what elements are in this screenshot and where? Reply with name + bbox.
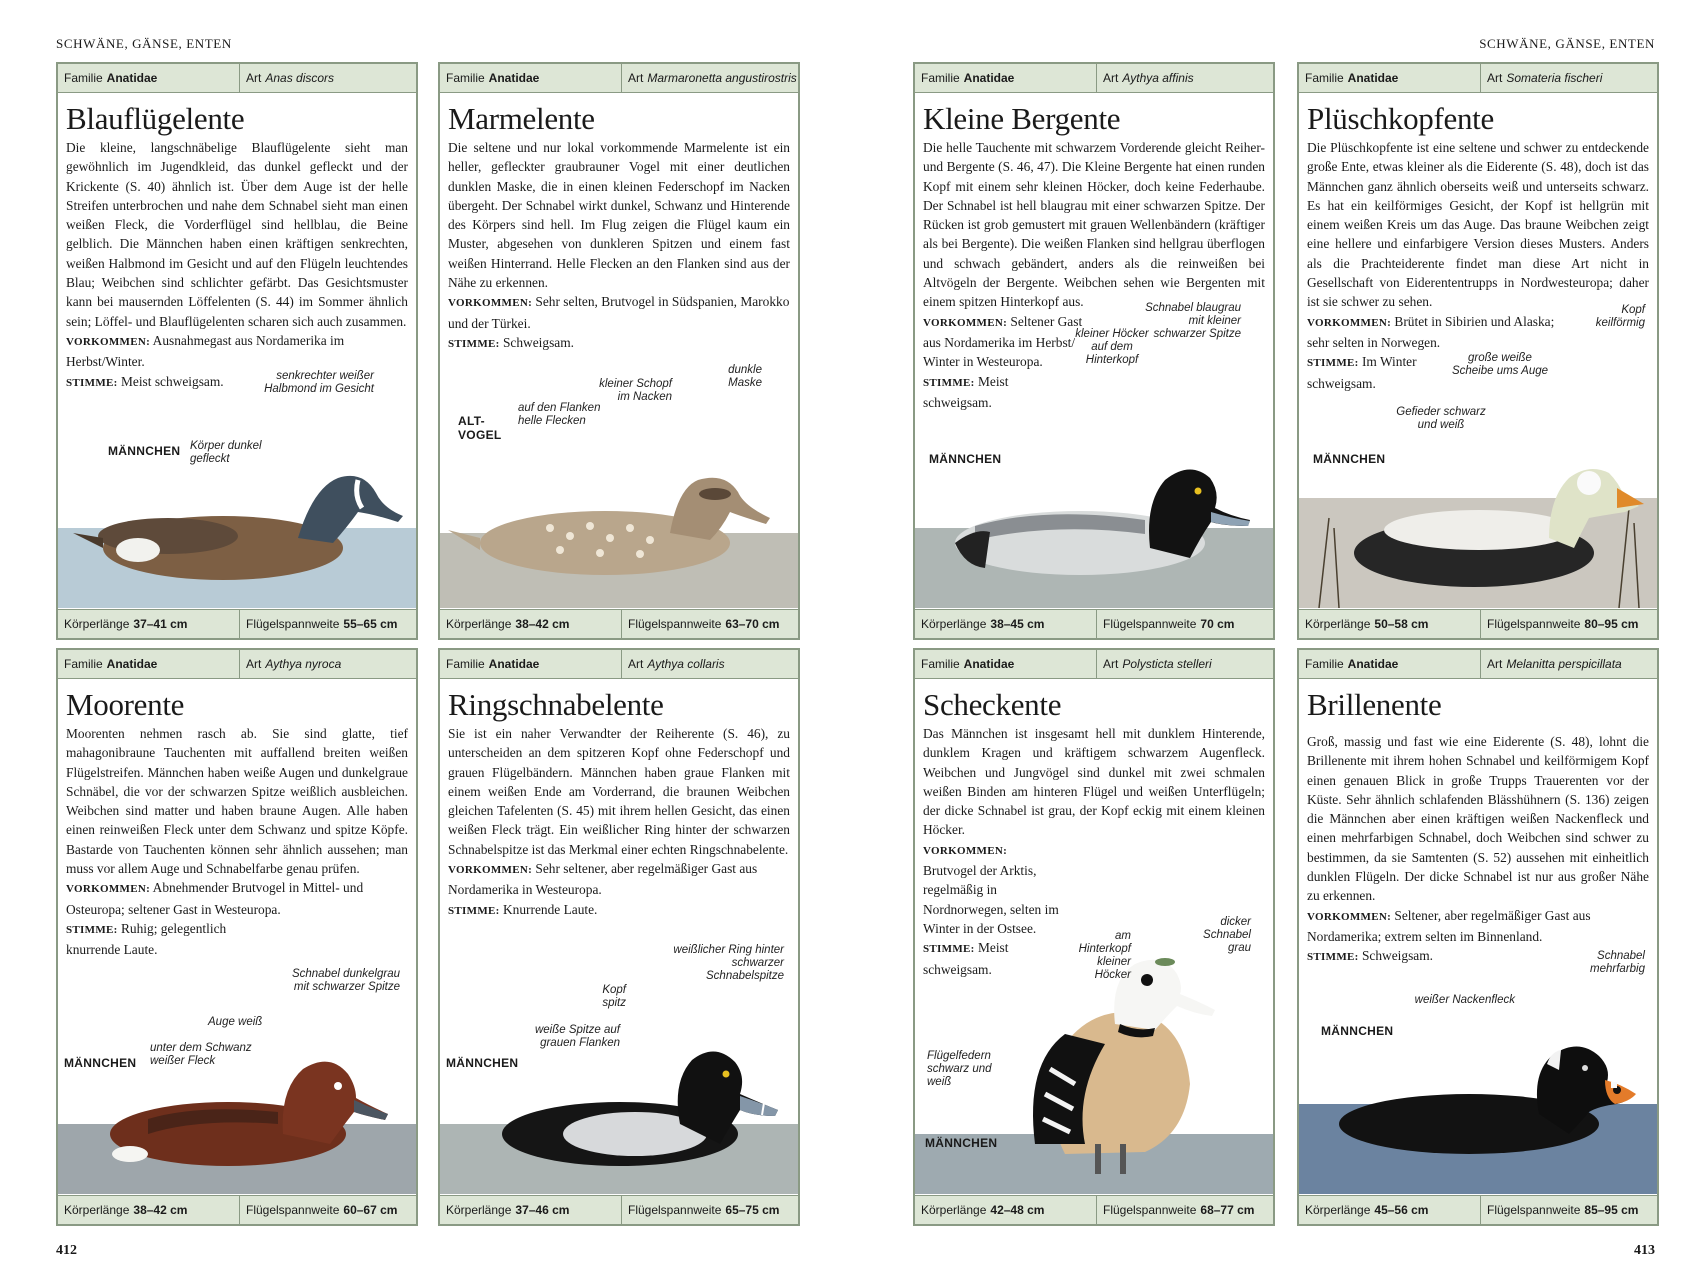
- species-title: Scheckente: [923, 687, 1062, 722]
- laenge-value: 38–42 cm: [515, 617, 570, 631]
- vorkommen-label: VORKOMMEN:: [1307, 316, 1392, 329]
- species-description: Sie ist ein naher Verwandter der Reiherente (S. 46), zu unterscheiden an dem spitzeren Kopf ohne Federschopf und grauen Flügelbändern. Männchen haben graue Flanken mit einem weißen Ende am Vorderrand, die braunen Weibchen gleichen Tafelenten (S. 45) mit ihrem hellen Gesicht, das einen weißen Fleck trägt. Ein weißlicher Ring hinter der schwarzen Schnabelspitze ist das Merkmal einer echten Ringschnabelente.: [448, 726, 790, 857]
- card-header-bar: [58, 650, 416, 679]
- card-footer-bar: [58, 1195, 416, 1224]
- laenge-value: 38–45 cm: [990, 617, 1045, 631]
- annotation: weißer Nackenfleck: [1414, 994, 1515, 1006]
- stimme-text: Knurrende Laute.: [502, 901, 598, 917]
- familie-label: Familie: [446, 71, 485, 85]
- annotation: dicker Schnabel grau: [1203, 916, 1251, 954]
- vorkommen-text: Seltener Gast aus Nordamerika im Herbst/ Winter in Westeuropa.: [923, 313, 1083, 370]
- species-card-marmelente: [438, 62, 800, 640]
- familie-value: Anatidae: [1347, 657, 1399, 671]
- sex-label: MÄNNCHEN: [1321, 1024, 1394, 1038]
- species-card-kleine-bergente: [913, 62, 1275, 640]
- stimme-text: Ruhig; gelegentlich knurrende Laute.: [66, 920, 227, 958]
- annotation: Schnabel dunkelgrau mit schwarzer Spitze: [291, 968, 400, 993]
- species-description: Das Männchen ist insgesamt hell mit dunklem Hinterende, dunklem Kragen und kräftigem schwarzem Augenfleck. Weibchen und Jungvögel sind dunkel mit zwei schmalen weißen Binden am hinteren Flügel und weißen Unterflügeln; der dicke Schnabel ist grau, der Kopf eckig mit einem kleinen Höcker.: [923, 726, 1265, 838]
- laenge-label: Körperlänge: [1305, 617, 1371, 631]
- laenge-value: 37–46 cm: [515, 1203, 570, 1217]
- laenge-value: 37–41 cm: [133, 617, 188, 631]
- spann-label: Flügelspannweite: [1487, 1203, 1581, 1217]
- laenge-value: 42–48 cm: [990, 1203, 1045, 1217]
- stimme-line: [1307, 352, 1427, 393]
- vorkommen-line: [1307, 906, 1649, 947]
- sex-label: MÄNNCHEN: [1313, 452, 1386, 466]
- familie-value: Anatidae: [488, 657, 540, 671]
- vorkommen-text: Sehr selten, Brutvogel in Südspanien, Marokko und der Türkei.: [448, 294, 790, 331]
- vorkommen-text: Abnehmender Brutvogel in Mittel- und Osteuropa; seltener Gast in Westeuropa.: [66, 880, 364, 917]
- annotation: am Hinterkopf kleiner Höcker: [1078, 930, 1131, 981]
- vorkommen-label: VORKOMMEN:: [66, 883, 151, 896]
- stimme-line: [448, 900, 790, 921]
- laenge-label: Körperlänge: [1305, 1203, 1371, 1217]
- duck-drawing: [915, 408, 1273, 608]
- stimme-label: STIMME:: [1307, 357, 1359, 370]
- annotation: Auge weiß: [208, 1016, 263, 1028]
- laenge-label: Körperlänge: [921, 1203, 987, 1217]
- art-value: Aythya collaris: [647, 657, 725, 671]
- species-card-blaufluegelente: [56, 62, 418, 640]
- page-number-right: 413: [1634, 1243, 1655, 1258]
- stimme-label: STIMME:: [1307, 951, 1359, 964]
- art-label: Art: [1103, 71, 1119, 85]
- art-value: Polysticta stelleri: [1122, 657, 1212, 671]
- card-header-bar: [440, 64, 798, 93]
- annotation: weiße Spitze auf grauen Flanken: [534, 1024, 620, 1049]
- species-description: Die seltene und nur lokal vorkommende Marmelente ist ein heller, gefleckter graubrauner Vogel mit einer deutlichen dunklen Maske, die in einen kleinen Federschopf im Nacken übergeht. Der Schnabel wirkt dunkel, Schwanz und Hinterende des Körpers sind hell. Im Flug zeigen die Flügel kaum ein Muster, abgesehen von dunkleren Spitzen und einem fast weißen Hinterrand. Helle Flecken an den Flanken sind aus der Nähe zu erkennen.: [448, 140, 790, 291]
- stimme-text: Im Winter schweigsam.: [1307, 354, 1417, 391]
- card-header-bar: [915, 650, 1273, 679]
- spann-label: Flügelspannweite: [1487, 617, 1581, 631]
- species-title: Plüschkopfente: [1307, 101, 1494, 136]
- running-head-right: SCHWÄNE, GÄNSE, ENTEN: [1479, 36, 1655, 51]
- vorkommen-text: Ausnahmegast aus Nordamerika im Herbst/Winter.: [66, 332, 345, 370]
- familie-label: Familie: [64, 657, 103, 671]
- spann-label: Flügelspannweite: [1103, 617, 1197, 631]
- vorkommen-line: [448, 859, 790, 900]
- sex-label: MÄNNCHEN: [64, 1056, 137, 1070]
- laenge-label: Körperlänge: [446, 1203, 512, 1217]
- vorkommen-line: [1307, 312, 1577, 353]
- vorkommen-label: VORKOMMEN:: [66, 335, 151, 348]
- species-card-scheckente: [913, 648, 1275, 1226]
- familie-label: Familie: [1305, 657, 1344, 671]
- familie-label: Familie: [921, 71, 960, 85]
- annotation: kleiner Höcker auf dem Hinterkopf: [1075, 328, 1149, 366]
- card-footer-bar: [915, 1195, 1273, 1224]
- card-header-bar: [58, 64, 416, 93]
- stimme-text: Meist schweigsam.: [120, 373, 224, 389]
- laenge-label: Körperlänge: [64, 617, 130, 631]
- stimme-label: STIMME:: [66, 376, 118, 389]
- art-value: Marmaronetta angustirostris: [647, 71, 797, 85]
- annotation: kleiner Schopf im Nacken: [599, 378, 672, 403]
- annotation: Kopf keilförmig: [1595, 304, 1645, 329]
- vorkommen-label: VORKOMMEN:: [923, 844, 1008, 857]
- species-description: Die Plüschkopfente ist eine seltene und schwer zu entdeckende große Ente, etwas kleiner als die Eiderente (S. 48), doch ist das Männchen ganz ähnlich oberseits weiß und unterseits schwarz. Es hat ein keilförmiges Gesicht, der Kopf ist hellgrün mit einem weißen Kreis um das Auge. Das braune Weibchen zeigt eine hellere und einfarbigere Version dieses Musters. Anders als die Prachteiderente findet man diese Art nicht in Gesellschaft von Eiderententrupps in Nordwesteuropa; daher ist sie schwer zu sehen.: [1307, 140, 1649, 310]
- species-description: Groß, massig und fast wie eine Eiderente (S. 48), lohnt die Brillenente mit ihrem hohen Schnabel und keilförmigem Kopf einen genauen Blick in große Trupps Trauerenten vor der Küste. Sehr ähnlich schlafenden Blässhühnern (S. 136) zeigen die Männchen aber einen kräftigen weißen Nackenfleck und einen mehrfarbigen Schnabel, doch Weibchen sind schwer zu bestimmen, da sie Samtenten (S. 52) aussehen mit einheitlich dunklen Flügeln. Der dicke Schnabel ist nur aus großer Nähe zu erkennen.: [1307, 734, 1649, 904]
- annotation: dunkle Maske: [728, 364, 762, 389]
- stimme-text: Schweigsam.: [1361, 948, 1434, 964]
- card-footer-bar: [440, 1195, 798, 1224]
- familie-label: Familie: [921, 657, 960, 671]
- species-card-plueschkopfente: [1297, 62, 1659, 640]
- stimme-text: Meist schweigsam.: [923, 373, 1009, 410]
- species-card-moorente: [56, 648, 418, 1226]
- card-header-bar: [915, 64, 1273, 93]
- familie-label: Familie: [446, 657, 485, 671]
- duck-illustration: [440, 364, 798, 608]
- annotation: große weiße Scheibe ums Auge: [1451, 352, 1549, 377]
- art-label: Art: [628, 657, 644, 671]
- vorkommen-label: VORKOMMEN:: [1307, 910, 1392, 923]
- familie-value: Anatidae: [106, 71, 158, 85]
- vorkommen-line: [66, 878, 408, 919]
- annotation: Schnabel mehrfarbig: [1590, 950, 1645, 975]
- vorkommen-text: Brutvogel der Arktis, regelmäßig in Nordnorwegen, selten im Winter in der Ostsee.: [923, 863, 1059, 936]
- vorkommen-text: Brütet in Sibirien und Alaska; sehr selten in Norwegen.: [1307, 313, 1555, 350]
- running-head-left: SCHWÄNE, GÄNSE, ENTEN: [56, 36, 232, 51]
- card-header-bar: [440, 650, 798, 679]
- sex-label: MÄNNCHEN: [925, 1136, 998, 1150]
- spann-value: 65–75 cm: [725, 1203, 780, 1217]
- duck-illustration: [915, 894, 1273, 1194]
- art-label: Art: [1103, 657, 1119, 671]
- stimme-text: Meist schweigsam.: [923, 940, 1009, 977]
- vorkommen-line: [66, 331, 408, 372]
- card-footer-bar: [58, 609, 416, 638]
- laenge-value: 50–58 cm: [1374, 617, 1429, 631]
- duck-drawing: [58, 408, 416, 608]
- spann-label: Flügelspannweite: [1103, 1203, 1197, 1217]
- annotation: Schnabel blaugrau mit kleiner schwarzer Spitze: [1145, 302, 1241, 340]
- duck-illustration: [58, 968, 416, 1194]
- annotation: auf den Flanken helle Flecken: [518, 402, 601, 427]
- sex-label: ALT-VOGEL: [458, 414, 502, 442]
- art-value: Melanitta perspicillata: [1506, 657, 1622, 671]
- species-title: Blauflügelente: [66, 101, 245, 136]
- vorkommen-line: [448, 292, 790, 333]
- spann-value: 68–77 cm: [1200, 1203, 1255, 1217]
- page-number-left: 412: [56, 1243, 77, 1258]
- species-description: Moorenten nehmen rasch ab. Sie sind glatte, tief mahagonibraune Tauchenten mit auffallend breiten weißen Flügelstreifen. Männchen haben weiße Augen und dunkelgraue Schnäbel, die vor der schwarzen Spitze weißlich ausbleichen. Weibchen sind matter und haben braune Augen. Alle haben einen reinweißen Fleck unter dem Schwanz und spitze Köpfe. Bastarde von Tauchenten können sehr ähnlich aussehen; man muss vor allem Auge und Schnabelfarbe genau prüfen.: [66, 726, 408, 877]
- stimme-label: STIMME:: [66, 923, 118, 936]
- annotation: Gefieder schwarz und weiß: [1396, 406, 1486, 431]
- spann-label: Flügelspannweite: [246, 1203, 340, 1217]
- annotation: Körper dunkel gefleckt: [190, 440, 262, 465]
- vorkommen-label: VORKOMMEN:: [448, 297, 533, 310]
- card-header-bar: [1299, 64, 1657, 93]
- stimme-label: STIMME:: [448, 904, 500, 917]
- sex-label: MÄNNCHEN: [108, 444, 181, 458]
- vorkommen-label: VORKOMMEN:: [923, 316, 1008, 329]
- card-footer-bar: [440, 609, 798, 638]
- stimme-line: [66, 372, 266, 393]
- familie-value: Anatidae: [1347, 71, 1399, 85]
- spann-label: Flügelspannweite: [628, 617, 722, 631]
- card-footer-bar: [1299, 1195, 1657, 1224]
- art-label: Art: [1487, 657, 1503, 671]
- laenge-label: Körperlänge: [64, 1203, 130, 1217]
- species-title: Brillenente: [1307, 687, 1442, 722]
- laenge-value: 45–56 cm: [1374, 1203, 1429, 1217]
- vorkommen-text: Seltener, aber regelmäßiger Gast aus Nordamerika; extrem selten im Binnenland.: [1307, 907, 1591, 944]
- vorkommen-label: VORKOMMEN:: [448, 864, 533, 877]
- vorkommen-text: Sehr seltener, aber regelmäßiger Gast aus Nordamerika in Westeuropa.: [448, 861, 758, 898]
- spann-value: 80–95 cm: [1584, 617, 1639, 631]
- species-card-brillenente: [1297, 648, 1659, 1226]
- card-footer-bar: [915, 609, 1273, 638]
- art-value: Aythya nyroca: [265, 657, 342, 671]
- laenge-label: Körperlänge: [921, 617, 987, 631]
- spann-label: Flügelspannweite: [246, 617, 340, 631]
- laenge-label: Körperlänge: [446, 617, 512, 631]
- species-card-ringschnabelente: [438, 648, 800, 1226]
- species-title: Moorente: [66, 687, 185, 722]
- art-label: Art: [246, 71, 262, 85]
- familie-value: Anatidae: [963, 657, 1015, 671]
- species-title: Ringschnabelente: [448, 687, 664, 722]
- annotation: Kopf spitz: [602, 984, 626, 1009]
- stimme-line: [448, 333, 790, 354]
- duck-illustration: [440, 944, 798, 1194]
- stimme-text: Schweigsam.: [502, 334, 575, 350]
- stimme-line: [66, 919, 256, 960]
- art-value: Somateria fischeri: [1506, 71, 1603, 85]
- sex-label: MÄNNCHEN: [446, 1056, 519, 1070]
- art-value: Aythya affinis: [1122, 71, 1194, 85]
- card-header-bar: [1299, 650, 1657, 679]
- species-title: Kleine Bergente: [923, 101, 1121, 136]
- annotation: weißlicher Ring hinter schwarzer Schnabelspitze: [673, 944, 784, 982]
- spann-value: 63–70 cm: [725, 617, 780, 631]
- species-description: Die helle Tauchente mit schwarzem Vorderende gleicht Reiher- und Bergente (S. 46, 47). Die Kleine Bergente hat einen runden Kopf mit einem sehr kleinen Höcker, doch keine Federhaube. Der Schnabel ist hell blaugrau mit einer schwarzen Spitze. Der Rücken ist grob gemustert mit grauen Wellenbändern (kräftiger als bei Bergente). Die weißen Flanken sind hellgrau überflogen und schwach gebändert, anders als die reinweißen bei Altvögeln der Bergente. Weibchen sehen wie Bergenten mit einem spitzen Hinterkopf aus.: [923, 140, 1265, 310]
- stimme-label: STIMME:: [923, 943, 975, 956]
- spann-value: 85–95 cm: [1584, 1203, 1639, 1217]
- art-label: Art: [628, 71, 644, 85]
- card-footer-bar: [1299, 609, 1657, 638]
- species-title: Marmelente: [448, 101, 595, 136]
- spann-label: Flügelspannweite: [628, 1203, 722, 1217]
- annotation: senkrechter weißer Halbmond im Gesicht: [264, 370, 374, 395]
- spann-value: 60–67 cm: [343, 1203, 398, 1217]
- species-description: Die kleine, langschnäbelige Blauflügelente sieht man gewöhnlich im Jugendkleid, das dunkel gefleckt und der Krickente (S. 40) ähnlich ist. Über dem Auge ist der helle Streifen unterbrochen und nahe dem Schnabel sieht man einen weißen Fleck, die Vorderflügel sind hellblau, die Beine gelblich. Die Männchen haben einen kräftigen senkrechten, weißen Halbmond im Gesicht und auf den Flügeln leuchtendes Blau; Weibchen sind schlichter gefärbt. Das Gesichtsmuster kann bei mausernden Löffelenten (S. 44) im Sommer ähnlich sein; Löffel- und Blauflügelenten scharen sich auch zusammen.: [66, 140, 408, 329]
- laenge-value: 38–42 cm: [133, 1203, 188, 1217]
- vorkommen-line: [923, 312, 1083, 372]
- familie-value: Anatidae: [963, 71, 1015, 85]
- art-label: Art: [246, 657, 262, 671]
- spann-value: 70 cm: [1200, 617, 1235, 631]
- annotation: Flügelfedern schwarz und weiß: [927, 1050, 992, 1088]
- stimme-label: STIMME:: [923, 376, 975, 389]
- familie-label: Familie: [64, 71, 103, 85]
- stimme-line: [923, 372, 1033, 413]
- familie-value: Anatidae: [106, 657, 158, 671]
- familie-label: Familie: [1305, 71, 1344, 85]
- spann-value: 55–65 cm: [343, 617, 398, 631]
- art-label: Art: [1487, 71, 1503, 85]
- annotation: unter dem Schwanz weißer Fleck: [150, 1042, 252, 1067]
- stimme-label: STIMME:: [448, 337, 500, 350]
- familie-value: Anatidae: [488, 71, 540, 85]
- art-value: Anas discors: [265, 71, 335, 85]
- duck-drawing: [1299, 408, 1657, 608]
- sex-label: MÄNNCHEN: [929, 452, 1002, 466]
